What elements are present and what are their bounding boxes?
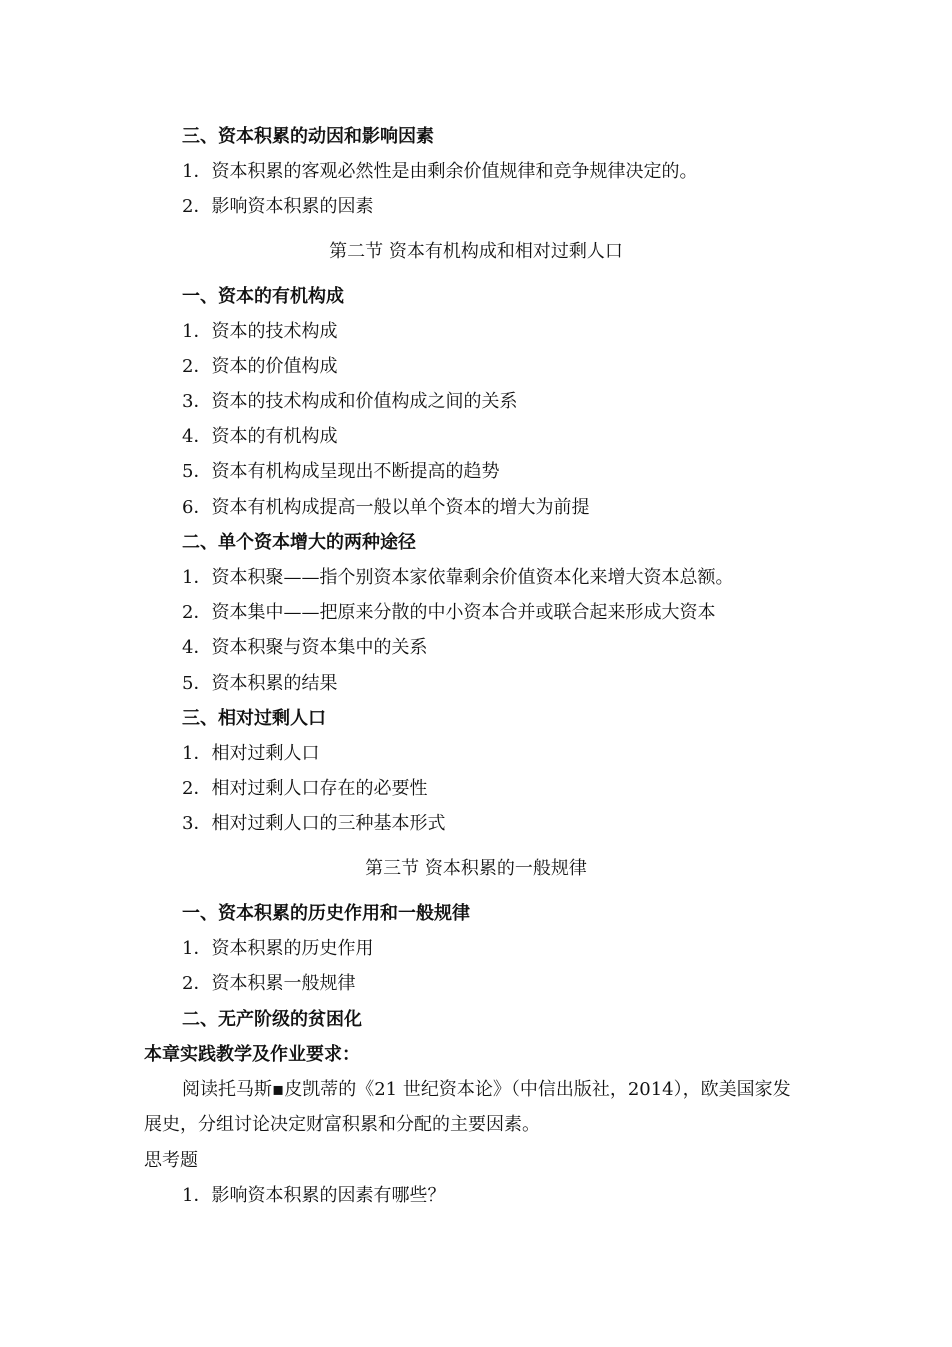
paragraph-line: 展史，分组讨论决定财富积累和分配的主要因素。 [144, 1114, 540, 1135]
questions-heading: 思考题 [144, 1150, 198, 1171]
list-item: 1．影响资本积累的因素有哪些？ [182, 1185, 446, 1206]
list-item: 4．资本积聚与资本集中的关系 [182, 637, 428, 658]
subsection-heading: 二、无产阶级的贫困化 [182, 1009, 362, 1030]
list-item: 1．资本的技术构成 [182, 321, 338, 342]
subsection-heading: 三、资本积累的动因和影响因素 [182, 126, 434, 147]
list-item: 4．资本的有机构成 [182, 426, 338, 447]
subsection-heading: 一、资本的有机构成 [182, 286, 344, 307]
subsection-heading: 三、相对过剩人口 [182, 708, 326, 729]
list-item: 2．资本积累一般规律 [182, 973, 356, 994]
section-heading: 第二节 资本有机构成和相对过剩人口 [329, 241, 623, 262]
list-item: 1．资本积聚——指个别资本家依靠剩余价值资本化来增大资本总额。 [182, 567, 734, 588]
list-item: 3．资本的技术构成和价值构成之间的关系 [182, 391, 518, 412]
subsection-heading: 一、资本积累的历史作用和一般规律 [182, 903, 470, 924]
subsection-heading: 二、单个资本增大的两种途径 [182, 532, 416, 553]
list-item: 1．资本积累的客观必然性是由剩余价值规律和竞争规律决定的。 [182, 161, 698, 182]
list-item: 3．相对过剩人口的三种基本形式 [182, 813, 446, 834]
list-item: 2．影响资本积累的因素 [182, 196, 374, 217]
paragraph-line: 阅读托马斯▪皮凯蒂的《21 世纪资本论》（中信出版社，2014），欧美国家发 [182, 1079, 791, 1100]
list-item: 5．资本积累的结果 [182, 673, 338, 694]
practice-heading: 本章实践教学及作业要求： [144, 1044, 360, 1065]
list-item: 1．资本积累的历史作用 [182, 938, 374, 959]
list-item: 5．资本有机构成呈现出不断提高的趋势 [182, 461, 500, 482]
section-heading: 第三节 资本积累的一般规律 [365, 858, 587, 879]
list-item: 2．资本的价值构成 [182, 356, 338, 377]
list-item: 2．相对过剩人口存在的必要性 [182, 778, 428, 799]
list-item: 6．资本有机构成提高一般以单个资本的增大为前提 [182, 497, 590, 518]
list-item: 1．相对过剩人口 [182, 743, 320, 764]
list-item: 2．资本集中——把原来分散的中小资本合并或联合起来形成大资本 [182, 602, 716, 623]
